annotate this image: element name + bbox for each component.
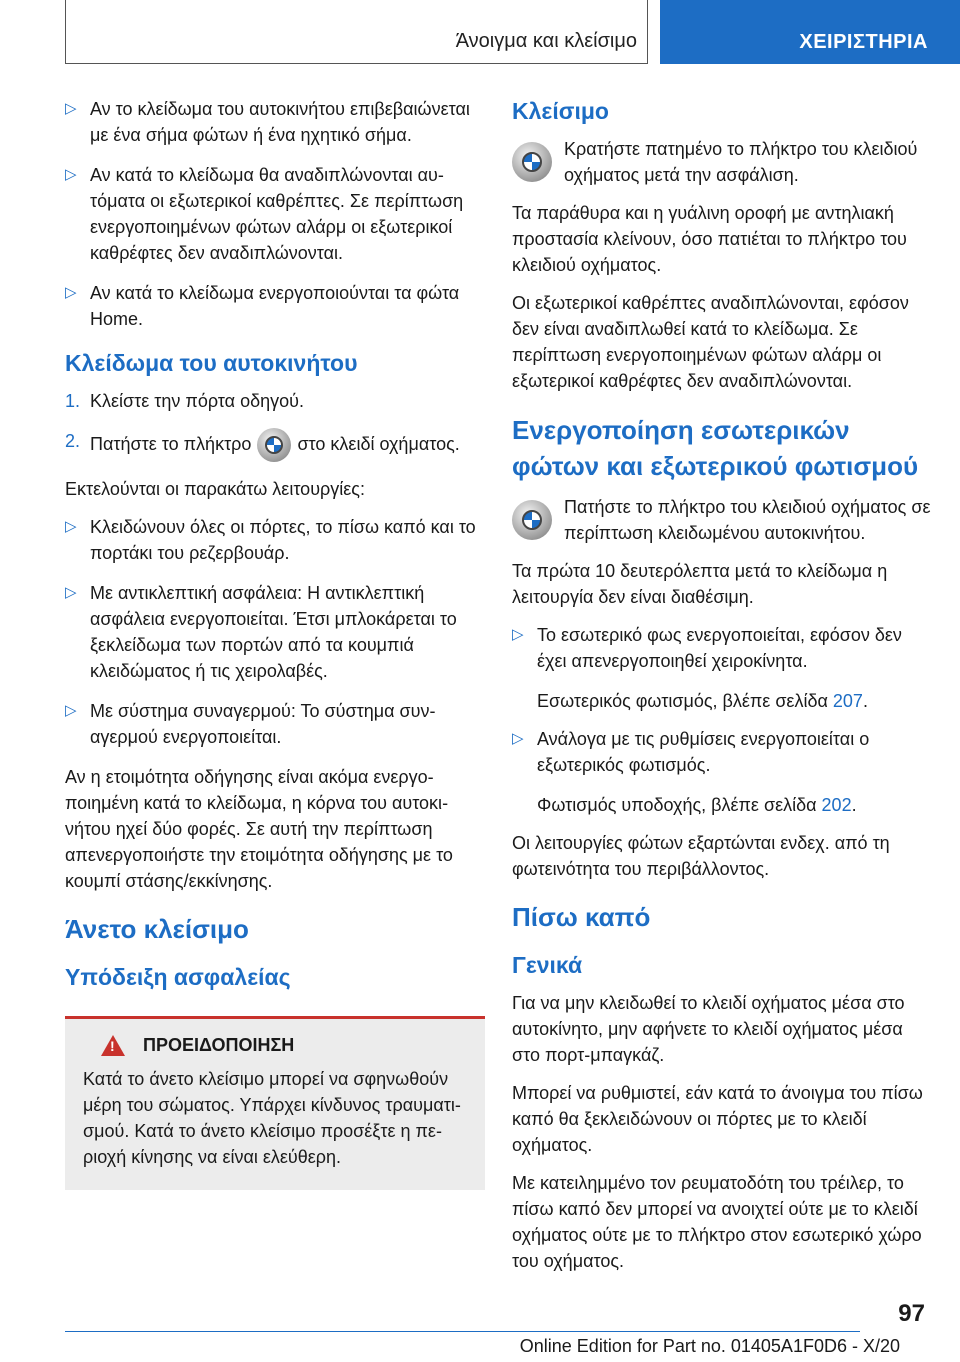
header-chapter-title: ΧΕΙΡΙΣΤΗΡΙΑ	[799, 31, 928, 53]
welcome-light-reference: Φωτισμός υποδοχής, βλέπε σελίδα 202.	[537, 795, 857, 815]
trunk-heading: Πίσω καπό	[512, 902, 651, 932]
bullet-item: ▷ Με σύστημα συναγερμού: Το σύστημα συναγερμού ενεργοποιείται.	[65, 698, 485, 750]
bullet-item: ▷ Με αντικλεπτική ασφάλεια: Η αντικλεπτική ασφάλεια ενεργοποιείται. Έτσι μπλοκάρεται το ξεκλείδωμα των πορτών από τα κουμπιά κλειδώματος ή τις χειρολαβές.	[65, 580, 485, 684]
footer-divider	[65, 1331, 860, 1332]
trunk-paragraph-3: Με κατειλημμένο τον ρευματοδότη του τρέιλερ, το πίσω καπό δεν μπορεί να ανοιχτεί ούτε με το κλειδί οχήματος ούτε με το πλήκτρο στον εσωτερικό χώρο του οχήματος.	[512, 1173, 922, 1271]
lights-paragraph-1: Τα πρώτα 10 δευτερόλεπτα μετά το κλείδωμα η λειτουργία δεν είναι διαθέσιμη.	[512, 561, 888, 607]
key-button-icon	[512, 500, 552, 540]
triangle-bullet-icon: ▷	[65, 284, 77, 301]
step-1: 1. Κλείστε την πόρτα οδηγού.	[65, 391, 304, 411]
lights-paragraph-2: Οι λειτουργίες φώτων εξαρτώνται ενδεχ. από τη φωτεινότητα του περιβάλλοντος.	[512, 833, 890, 879]
comfort-close-heading: Άνετο κλείσιμο	[65, 914, 249, 944]
bullet-item: ▷ Αν το κλείδωμα του αυτοκινήτου επιβεβαιώνεται με ένα σήμα φώτων ή ένα ηχητικό σήμα.	[65, 96, 485, 148]
header-chapter-box	[660, 0, 960, 64]
warning-text: Κατά το άνετο κλείσιμο μπορεί να σφηνωθούν μέρη του σώματος. Υπάρχει κίνδυνος τραυματισμού. Κατά το άνετο κλείσιμο προσέξτε η περιοχή κίνησης να είναι ελεύθερη.	[83, 1069, 461, 1167]
key-button-icon	[257, 428, 291, 462]
triangle-bullet-icon: ▷	[65, 518, 77, 535]
right-column	[512, 96, 932, 1286]
key-button-icon	[512, 142, 552, 182]
warning-title-row	[83, 1035, 469, 1056]
close-paragraph-1: Τα παράθυρα και η γυάλινη οροφή με αντηλιακή προστασία κλείνουν, όσο πατιέται το πλήκτρο του κλειδιού οχήματος.	[512, 203, 907, 275]
lights-heading: Ενεργοποίηση εσωτερικών φώτων και εξωτερικού φωτισμού	[512, 415, 919, 481]
warning-title: ΠΡΟΕΙΔΟΠΟΙΗΣΗ	[143, 1035, 295, 1055]
bullet-item: ▷ Ανάλογα με τις ρυθμίσεις ενεργοποιείται ο εξωτερικός φωτισμός.	[512, 726, 932, 778]
left-column	[65, 96, 485, 1190]
warning-box	[65, 1016, 485, 1190]
triangle-bullet-icon: ▷	[65, 100, 77, 117]
bullet-item: ▷ Το εσωτερικό φως ενεργοποιείται, εφόσον δεν έχει απενεργοποιηθεί χειροκίνητα.	[512, 622, 932, 674]
close-heading: Κλείσιμο	[512, 98, 609, 124]
lights-instruction: Πατήστε το πλήκτρο του κλειδιού οχήματος σε περίπτωση κλειδωμένου αυτοκινήτου.	[512, 494, 932, 546]
lock-heading: Κλείδωμα του αυτοκινήτου	[65, 350, 358, 376]
safety-heading: Υπόδειξη ασφαλείας	[65, 964, 291, 990]
triangle-bullet-icon: ▷	[512, 626, 524, 643]
triangle-bullet-icon: ▷	[65, 166, 77, 183]
warning-triangle-icon	[101, 1035, 125, 1056]
page-number: 97	[898, 1300, 925, 1327]
general-heading: Γενικά	[512, 952, 583, 978]
page-link-202[interactable]: 202	[821, 795, 852, 815]
bullet-item: ▷ Αν κατά το κλείδωμα θα αναδιπλώνονται αυτόματα οι εξωτερικοί καθρέπτες. Σε περίπτωση ενεργοποιημένων φώτων αλάρμ οι εξωτερικοί καθρέφτες δεν αναδιπλώνονται.	[65, 162, 485, 266]
bullet-item: ▷ Αν κατά το κλείδωμα ενεργοποιούνται τα φώτα Home.	[65, 280, 485, 332]
interior-light-reference: Εσωτερικός φωτισμός, βλέπε σελίδα 207.	[537, 691, 868, 711]
step-2: 2. Πατήστε το πλήκτρο στο κλειδί οχήματος.	[65, 428, 485, 462]
functions-intro: Εκτελούνται οι παρακάτω λειτουργίες:	[65, 479, 365, 499]
header-section-box	[65, 0, 648, 64]
ready-paragraph: Αν η ετοιμότητα οδήγησης είναι ακόμα ενεργοποιημένη κατά το κλείδωμα, η κόρνα του αυτοκινήτου ηχεί δύο φορές. Σε αυτή την περίπτωση απενεργοποιήστε την ετοιμότητα οδήγησης με το κουμπί στάσης/εκκίνησης.	[65, 767, 453, 891]
triangle-bullet-icon: ▷	[512, 730, 524, 747]
trunk-paragraph-1: Για να μην κλειδωθεί το κλειδί οχήματος μέσα στο αυτοκίνητο, μην αφήνετε το κλειδί οχήματος μέσα στο πορτ-μπαγκάζ.	[512, 993, 905, 1065]
triangle-bullet-icon: ▷	[65, 702, 77, 719]
trunk-paragraph-2: Μπορεί να ρυθμιστεί, εάν κατά το άνοιγμα του πίσω καπό θα ξεκλειδώνουν οι πόρτες με το κλειδί οχήματος.	[512, 1083, 923, 1155]
footer-edition: Online Edition for Part no. 01405A1F0D6 - X/20	[519, 1336, 900, 1356]
header-section-title: Άνοιγμα και κλείσιμο	[455, 30, 637, 52]
page-link-207[interactable]: 207	[832, 691, 863, 711]
close-paragraph-2: Οι εξωτερικοί καθρέπτες αναδιπλώνονται, εφόσον δεν είναι αναδιπλωθεί κατά το κλείδωμα. Σε περίπτωση ενεργοποιημένων φώτων αλάρμ οι εξωτερικοί καθρέφτες δεν αναδιπλώνονται.	[512, 293, 909, 391]
close-instruction: Κρατήστε πατημένο το πλήκτρο του κλειδιού οχήματος μετά την ασφάλιση.	[512, 136, 932, 188]
bullet-item: ▷ Κλειδώνουν όλες οι πόρτες, το πίσω καπό και το πορτάκι του ρεζερβουάρ.	[65, 514, 485, 566]
triangle-bullet-icon: ▷	[65, 584, 77, 601]
